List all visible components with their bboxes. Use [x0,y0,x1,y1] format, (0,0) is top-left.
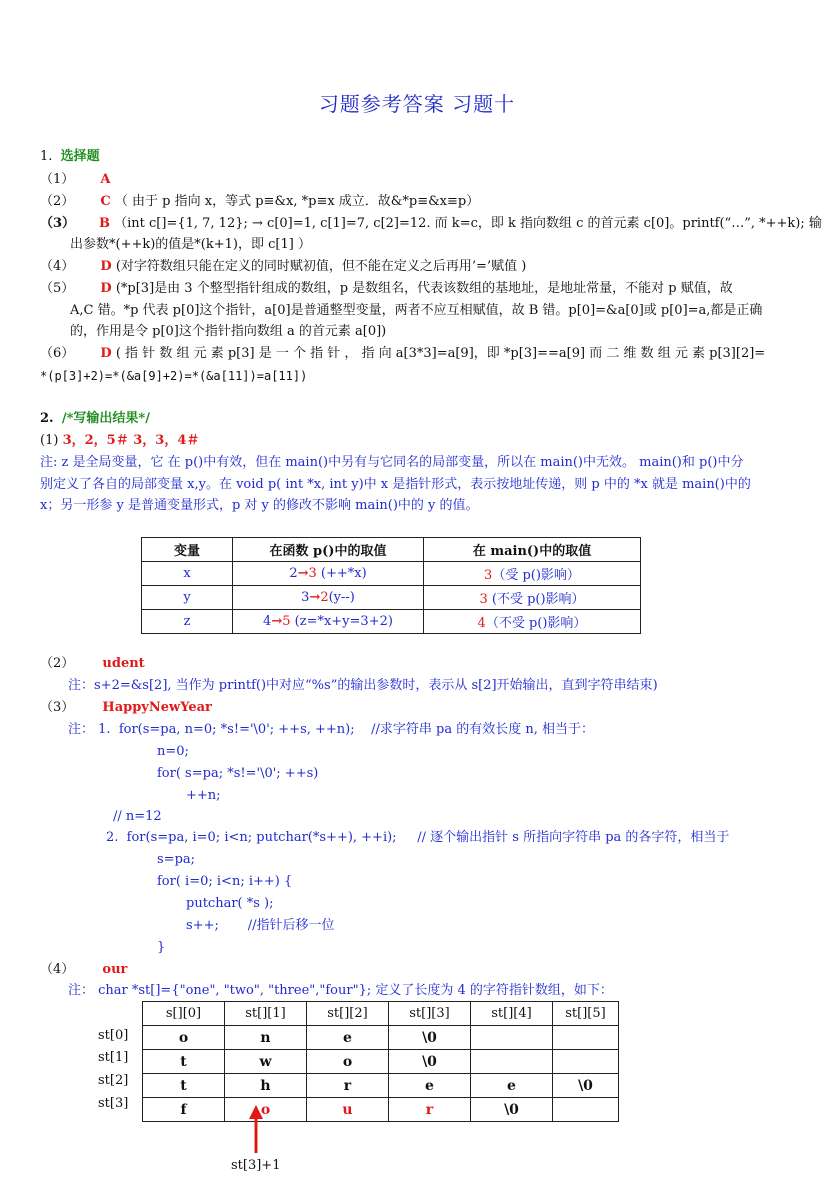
char-cell-highlight: r [389,1098,471,1122]
q6-row [40,345,765,363]
char-cell: \0 [553,1074,619,1098]
q5-text-2: A,C 错。*p 代表 p[0]这个指针，a[0]是普通整型变量，两者不应互相赋值，故 B 错。p[0]=&a[0]或 p[0]=a,都是正确 [70,303,763,318]
q5-text-3: 的，作用是令 p[0]这个指针指向数组 a 的首元素 a[0]) [70,324,387,339]
q3-text-1: （int c[]={1, 7, 12}; → c[0]=1, c[1]=7, c[2]=12. 而 k=c，即 k 指向数组 c 的首元素 c[0]。printf(“…”, *++k); 输 [114,216,822,231]
char-cell: o [307,1050,389,1074]
table-row [142,610,641,634]
p2-note: 注：s+2=&s[2], 当作为 printf()中对应“%s”的输出参数时，表示从 s[2]开始输出，直到字符串结束) [68,678,658,693]
header-var: 变量 [142,538,233,562]
arrow-icon: → [271,614,283,629]
q3-row-body [99,215,822,233]
p-value-cell: 2→3 (++*x) [233,562,424,586]
q5-answer: D [100,281,112,296]
q2-row [40,193,479,211]
p3-row [40,699,212,717]
char-cell: \0 [471,1098,553,1122]
p1-note-2: 别定义了各自的局部变量 x,y。在 void p( int *x, int y)中 x 是指针形式，表示按地址传递，则 p 中的 *x 就是 main()中的 [40,477,751,492]
var-cell: y [142,586,233,610]
table-row [143,1050,619,1074]
char-cell: \0 [389,1050,471,1074]
main-value-cell: 4（不受 p()影响） [424,610,641,634]
q5-text-1: (*p[3]是由 3 个整型指针组成的数组，p 是数组名，代表该数组的基地址，是地址常量，不能对 p 赋值，故 [115,281,733,296]
p1-answer: 3，2，5＃ 3，3，4＃ [62,433,200,448]
table-row [142,562,641,586]
p3-code-line-4: ++n; [186,788,221,803]
q2-label: （2） [40,194,75,209]
col-header: s[][0] [143,1002,225,1026]
table-row [143,1098,619,1122]
col-header: st[][5] [553,1002,619,1026]
p3-code-line-10: s++; //指针后移一位 [186,918,335,933]
q4-answer: D [100,259,112,274]
section1-title: 选择题 [60,149,100,164]
char-cell-highlight: u [307,1098,389,1122]
p3-code-line-3: for( s=pa; *s!='\0'; ++s) [157,766,319,781]
p3-code-line-11: } [157,940,166,955]
variable-table [141,537,641,634]
table-row [142,586,641,610]
p2-answer: udent [102,656,145,671]
q3-label: （3） [40,216,76,231]
char-cell [553,1098,619,1122]
p3-code-line-6: 2. for(s=pa, i=0; i<n; putchar(*s++), ++i); // 逐个输出指针 s 所指向字符串 pa 的各字符，相当于 [106,830,730,845]
char-cell: w [225,1050,307,1074]
char-cell: \0 [389,1026,471,1050]
q5-label: （5） [40,281,75,296]
table-row [143,1026,619,1050]
char-cell-highlight: o [225,1098,307,1122]
q4-label: （4） [40,259,75,274]
p3-label: （3） [40,700,75,715]
table-header-row [142,538,641,562]
p1-label: (1) [40,433,59,448]
q6-label: （6） [40,346,75,361]
p3-code-line-5: // n=12 [113,809,162,824]
table-row [143,1074,619,1098]
char-cell: e [471,1074,553,1098]
p2-row [40,655,145,673]
pointer-arrow-icon [246,1103,266,1153]
char-cell: e [389,1074,471,1098]
row-label-st0: st[0] [98,1028,129,1043]
q4-text: (对字符数组只能在定义的同时赋初值，但不能在定义之后再用‘=’赋值 ) [115,259,527,274]
col-header: st[][4] [471,1002,553,1026]
q3-row [40,215,75,233]
var-cell: z [142,610,233,634]
col-header: st[][3] [389,1002,471,1026]
col-header: st[][2] [307,1002,389,1026]
p3-code-line-8: for( i=0; i<n; i++) { [157,874,293,889]
char-cell: e [307,1026,389,1050]
p3-code-line-9: putchar( *s ); [186,896,274,911]
q1-answer: A [100,172,111,187]
p1-row [40,432,199,450]
char-cell [471,1026,553,1050]
q1-label: （1） [40,172,75,187]
row-label-st1: st[1] [98,1050,129,1065]
section1-number: 1. [40,149,53,164]
p4-label: （4） [40,962,75,977]
q4-row [40,258,526,276]
q2-answer: C [100,194,111,209]
char-cell: h [225,1074,307,1098]
section1-heading [40,148,100,166]
table-header-row [143,1002,619,1026]
char-cell: t [143,1050,225,1074]
arrow-label: st[3]+1 [231,1158,281,1173]
main-value-cell: 3（受 p()影响） [424,562,641,586]
q3-text-2: 出参数*(++k)的值是*(k+1)，即 c[1] ） [70,237,311,252]
string-array-table [142,1001,619,1122]
char-cell: t [143,1074,225,1098]
p-value-cell: 4→5 (z=*x+y=3+2) [233,610,424,634]
char-cell [553,1026,619,1050]
p3-code-line-1: 注： 1. for(s=pa, n=0; *s!='\0'; ++s, ++n); //求字符串 pa 的有效长度 n, 相当于： [68,722,595,737]
char-cell [553,1050,619,1074]
p3-code-line-2: n=0; [157,744,189,759]
q6-answer: D [100,346,112,361]
section2-number: 2. [40,411,54,426]
char-cell: o [143,1026,225,1050]
p2-label: （2） [40,656,75,671]
arrow-icon: → [309,590,321,605]
p3-code-line-7: s=pa; [157,852,196,867]
char-cell: n [225,1026,307,1050]
char-cell [471,1050,553,1074]
p-value-cell: 3→2(y--) [233,586,424,610]
section2-heading [40,410,150,428]
arrow-icon: → [297,566,309,581]
row-label-st3: st[3] [98,1096,129,1111]
q1-row [40,171,111,189]
p4-answer: our [102,962,128,977]
p1-note-1: 注: z 是全局变量，它 在 p()中有效，但在 main()中另有与它同名的局部变量，所以在 main()中无效。 main()和 p()中分 [40,455,744,470]
q2-text: （ 由于 p 指向 x，等式 p≡&x, *p≡x 成立．故&*p≡&x≡p） [114,194,480,209]
p4-note: 注： char *st[]={"one", "two", "three","four"}; 定义了长度为 4 的字符指针数组，如下： [68,983,613,998]
main-value-cell: 3 (不受 p()影响） [424,586,641,610]
char-cell: r [307,1074,389,1098]
q5-row [40,280,733,298]
page-title: 习题参考答案 习题十 [318,92,516,116]
section2-title: /*写输出结果*/ [61,411,150,426]
col-header: st[][1] [225,1002,307,1026]
header-in-main: 在 main()中的取值 [424,538,641,562]
p3-answer: HappyNewYear [102,700,212,715]
p1-note-3: x；另一形参 y 是普通变量形式，p 对 y 的修改不影响 main()中的 y 的值。 [40,498,479,513]
row-label-st2: st[2] [98,1073,129,1088]
var-cell: x [142,562,233,586]
header-in-p: 在函数 p()中的取值 [233,538,424,562]
q3-answer: B [99,216,110,231]
char-cell: f [143,1098,225,1122]
q6-text-2: *(p[3]+2)=*(&a[9]+2)=*(&a[11])=a[11]) [40,369,308,383]
p4-row [40,961,127,979]
q6-text-1: ( 指 针 数 组 元 素 p[3] 是 一 个 指 针 ， 指 向 a[3*3]=a[9]，即 *p[3]==a[9] 而 二 维 数 组 元 素 p[3][2]= [115,346,766,361]
